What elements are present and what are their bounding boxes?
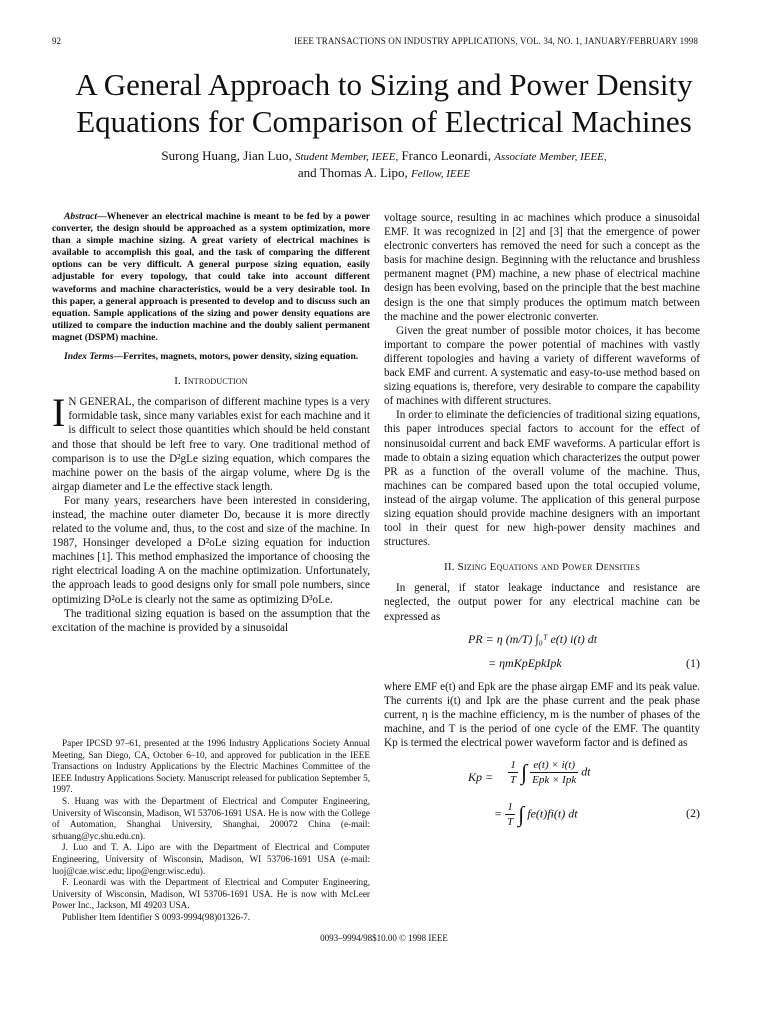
right-paragraph-2: Given the great number of possible motor choices, it has become important to compare the power potential of machines with vastly different topologies and having a variety of different waveforms of back EMF and current. A systematic and easy-to-use method based on sizing equations is, therefore, very desirable to compare the capability of machines with different structures. <box>384 324 700 408</box>
paper-title <box>40 66 728 140</box>
section-heading-sizing: II. Sizing Equations and Power Densities <box>443 561 641 574</box>
title-line-2: Equations for Comparison of Electrical Machines <box>76 104 692 139</box>
right-paragraph-3: In order to eliminate the deficiencies of traditional sizing equations, this paper introduces special factors to account for the effect of nonsinusoidal current and back EMF waveforms. A particular effort is made to obtain a sizing equation which characterizes the output power PR as a function of the overall volume of the machine. Thus, machines can be compared based upon the total occupied volume, instead of the airgap volume. The application of this general purpose sizing equation should provide machine designers with an important tool in their quest for new high-power density machines and structures. <box>384 409 700 549</box>
equation-2-integrand: fe(t)fi(t) dt <box>527 806 578 821</box>
equation-2-dt: dt <box>581 764 591 779</box>
integral-sign-2: ∫ <box>518 801 525 827</box>
footnote-1: Paper IPCSD 97–61, presented at the 1996 Industry Applications Society Annual Meeting, San Diego, CA, October 6–10, and approved for publication in the IEEE Transactions on Industry Applications by the Electric Machines Committee of the IEEE Industry Applications Society. Manuscript released for publication September 5, 1997. <box>52 738 370 795</box>
right-column <box>384 211 700 838</box>
section-heading-introduction: I. Introduction <box>174 375 248 388</box>
equation-2-number: (2) <box>686 806 700 821</box>
author-list <box>60 148 708 182</box>
frac-numerator-2: 1 <box>505 800 515 815</box>
author-names-1: Surong Huang, Jian Luo, <box>161 148 292 163</box>
page-number: 92 <box>52 36 61 46</box>
equation-1 <box>384 630 700 676</box>
footnotes <box>52 738 370 924</box>
equation-1-line-2: = ηmKpEpkIpk <box>488 655 562 670</box>
intro-paragraph-2: For many years, researchers have been interested in considering, instead, the machine outer diameter Do, because it is more directly related to the volume and, thus, to the cost and size of the machine. In 1987, Honsinger developed a D²oLe sizing equation for induction machines [1]. This method emphasized the importance of choosing the right electrical loading A on the machine optimization. Unfortunately, the approach leads to good designs only for small pole numbers, since optimizing D²oLe is clearly not the same as optimizing D³oLe. <box>52 494 370 606</box>
author-names-2: Franco Leonardi, <box>401 148 491 163</box>
integral-sign: ∫ <box>521 759 528 785</box>
frac-numerator: 1 <box>508 758 518 773</box>
equation-2-den: Epk × Ipk <box>532 774 577 787</box>
right-paragraph-4: In general, if stator leakage inductance and resistance are neglected, the output power for any electrical machine can be expressed as <box>384 582 700 623</box>
intro-text-1: N GENERAL, the comparison of different machine types is a very formidable task, since many variables exist for each machine and it is difficult to select those quantities which should be held constant and those that should be left free to vary. One traditional method of comparison is to use the D²gLe sizing equation, which compares the machine power on the basis of the airgap volume, where Dg is the airgap diameter and Le the effective stack length. <box>52 396 370 493</box>
index-terms <box>52 351 370 363</box>
left-column <box>52 211 370 635</box>
footnote-4: F. Leonardi was with the Department of Electrical and Computer Engineering, University of Wisconsin, Madison, WI 53706-1691 USA. He is now with McLeer Power Inc., Jackson, MI 49203 USA. <box>52 877 370 911</box>
equation-2-fraction-1 <box>508 758 591 787</box>
right-paragraph-5: where EMF e(t) and Epk are the phase airgap EMF and its peak value. The currents i(t) and Ipk are the phase current and the peak phase current, η is the machine efficiency, m is the number of phases of the machine, and T is the period of one cycle of the EMF. The quantity Kp is termed the electrical power waveform factor and is defined as <box>384 680 700 749</box>
equation-1-line-1: PR = η (m/T) ∫₀ᵀ e(t) i(t) dt <box>468 631 598 646</box>
equation-2-num: e(t) × i(t) <box>530 758 578 773</box>
abstract-text: —Whenever an electrical machine is meant to be fed by a power converter, the design should be approached as a system optimization, more than a simple machine sizing. A great variety of electrical machines is available to accomplish this goal, and the task of comparing the different options can be very difficult. A general purpose sizing equation, easily adjustable for every topology, that could take into account different waveforms and machine characteristics, would be a very desirable tool. In this paper, a general approach is presented to develop and to discuss such an equation. Sample applications of the sizing and power density equations are utilized to compare the induction machine and the doubly salient permanent magnet (DSPM) machine. <box>52 211 370 343</box>
footnote-2: S. Huang was with the Department of Electrical and Computer Engineering, University of Wisconsin, Madison, WI 53706-1691 USA. He is now with the College of Automation, Shanghai University, Shanghai, 200072 China (e-mail: srhuang@yc.shu.edu.cn). <box>52 795 370 841</box>
intro-paragraph-3: The traditional sizing equation is based on the assumption that the excitation of the machine is provided by a sinusoidal <box>52 607 370 634</box>
equation-1-number: (1) <box>686 655 700 670</box>
copyright-footer: 0093–9994/98$10.00 © 1998 IEEE <box>320 933 448 943</box>
footnote-5: Publisher Item Identifier S 0093-9994(98)01326-7. <box>62 911 251 922</box>
author-membership-2: Associate Member, IEEE, <box>494 151 607 163</box>
drop-cap: I <box>52 390 66 436</box>
author-membership-3: Fellow, IEEE <box>411 168 471 180</box>
frac-denominator: T <box>510 774 517 787</box>
frac-denominator-2: T <box>507 816 514 829</box>
equation-2-lhs: Kp = <box>468 770 494 785</box>
index-terms-lead: Index Terms <box>64 351 114 363</box>
intro-paragraph-1 <box>52 390 370 494</box>
right-paragraph-1: voltage source, resulting in ac machines which produce a sinusoidal EMF. It was recognized in [2] and [3] that the emergence of power electronic converters has removed the need for such a concept as the basis for machine design. Beginning with the reluctance and brushless permanent magnet (PM) machine, a new phase of electrical machine design has been evolving, based on the principle that the best machine design is the one that simply produces the optimum match between the machine and the power electronic converter. <box>384 212 700 323</box>
title-line-1: A General Approach to Sizing and Power Density <box>75 67 693 102</box>
author-membership-1: Student Member, IEEE, <box>294 151 399 163</box>
author-names-3: and Thomas A. Lipo, <box>297 165 408 180</box>
equation-2-line-2: = $\frac{1}{T}$ ∫ fe(t)fi(t) dt <box>494 801 578 829</box>
abstract <box>52 211 370 344</box>
running-head: IEEE TRANSACTIONS ON INDUSTRY APPLICATIONS, VOL. 34, NO. 1, JANUARY/FEBRUARY 1998 <box>294 36 698 46</box>
abstract-lead: Abstract <box>64 211 98 222</box>
index-terms-text: —Ferrites, magnets, motors, power density, sizing equation. <box>113 351 359 363</box>
equation-2 <box>384 756 700 834</box>
footnote-3: J. Luo and T. A. Lipo are with the Department of Electrical and Computer Engineering, University of Wisconsin, Madison, WI 53706-1691 USA (e-mail: luoj@cae.wisc.edu; lipo@engr.wisc.edu). <box>52 842 370 876</box>
